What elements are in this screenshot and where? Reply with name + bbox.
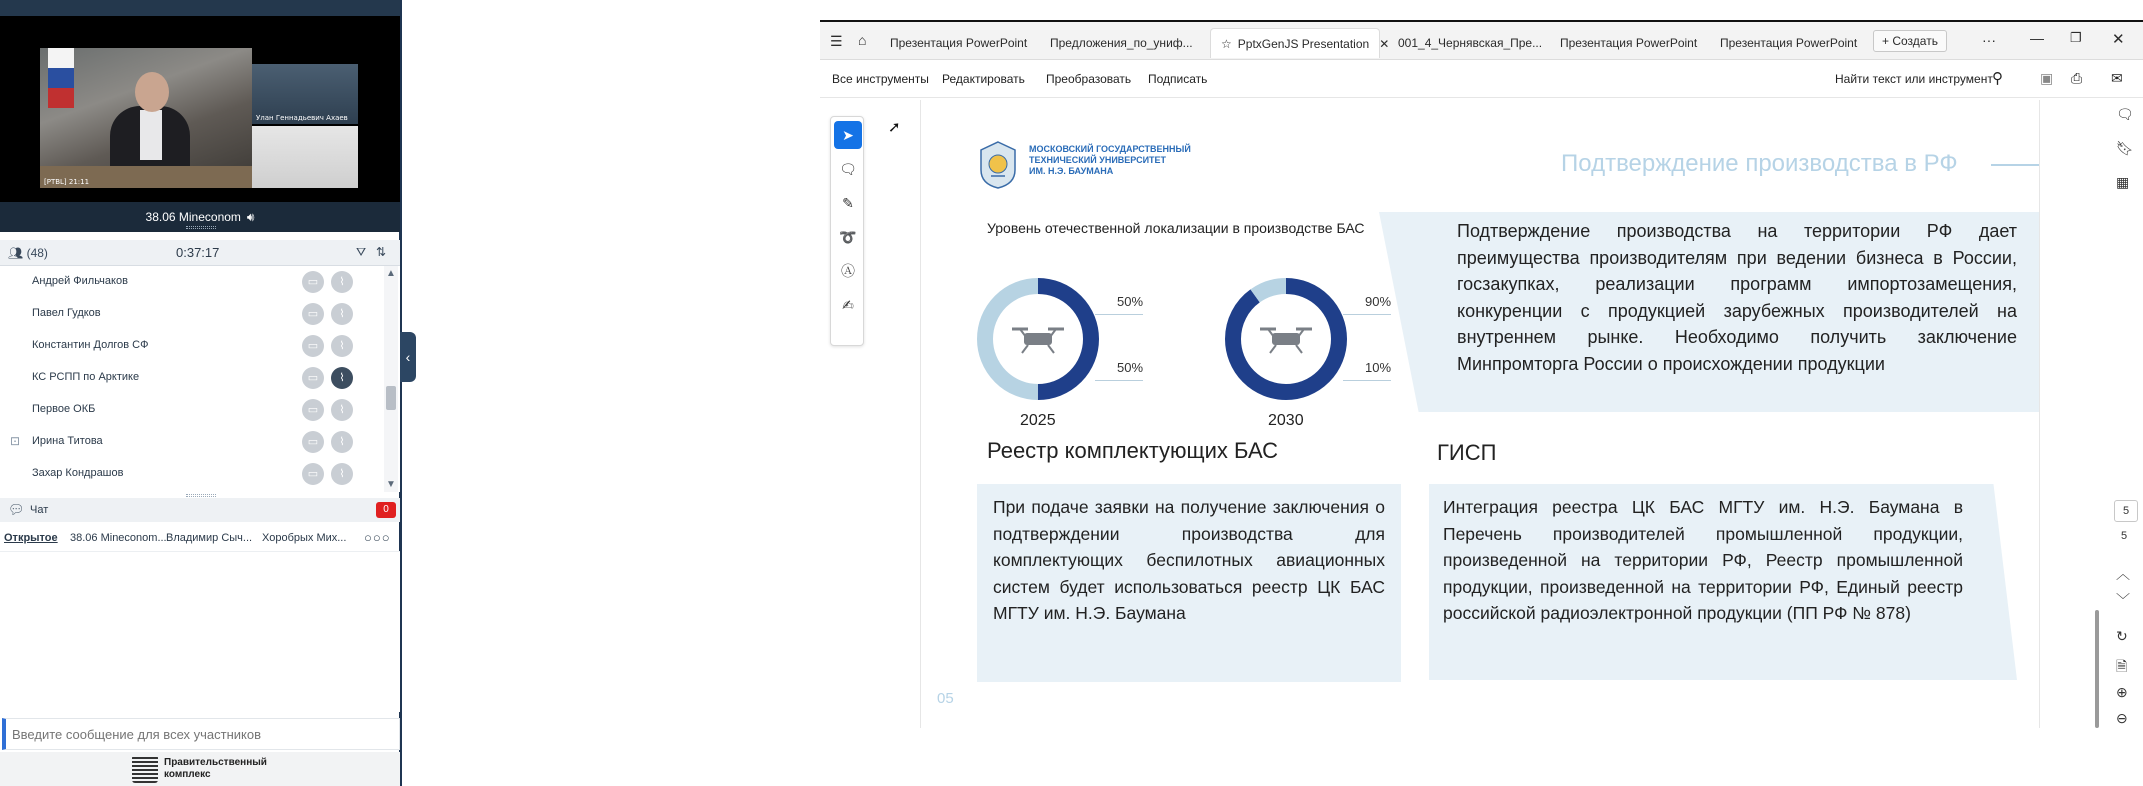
star-icon[interactable]: ☆ xyxy=(1221,37,1232,51)
more-icon[interactable]: ··· xyxy=(1982,32,1996,48)
page-total: 5 xyxy=(2121,530,2128,542)
chat-tab-vladimir[interactable]: Владимир Сыч... xyxy=(166,532,253,544)
participant-name: Константин Долгов СФ xyxy=(32,339,149,351)
document-scrollbar[interactable] xyxy=(2094,100,2102,728)
microphone-muted-icon[interactable]: ⌇ xyxy=(331,431,353,453)
participants-header xyxy=(0,240,400,266)
tab-label: Презентация PowerPoint xyxy=(890,36,1028,50)
university-name-line-2: ТЕХНИЧЕСКИЙ УНИВЕРСИТЕТ xyxy=(1029,155,1167,165)
chat-tab-khorobrykh[interactable]: Хоробрых Мих... xyxy=(262,532,347,544)
donut-chart-2025 xyxy=(977,278,1147,438)
footer-line-1: Правительственный xyxy=(164,757,267,768)
tab-bar xyxy=(820,22,2143,60)
scroll-up-icon[interactable]: ▲ xyxy=(386,268,396,279)
gisp-text: Интеграция реестра ЦК БАС МГТУ им. Н.Э. Баумана в Перечень производителей промышленной продукции, произведенной на территории РФ, Реестр промышленной продукции, произведенной на территории РФ, Единый реестр российской радиоэлектронной продукции (ПП РФ № 878) xyxy=(1443,497,1963,623)
refresh-icon[interactable]: ↻ xyxy=(2116,628,2128,644)
video-area xyxy=(0,0,400,232)
camera-off-icon[interactable]: ▭ xyxy=(302,367,324,389)
close-tab-icon[interactable]: ✕ xyxy=(1379,37,1390,51)
camera-off-icon[interactable]: ▭ xyxy=(302,303,324,325)
reestr-title: Реестр комплектующих БАС xyxy=(987,438,1279,463)
flag-white-stripe xyxy=(48,48,74,68)
sign-menu[interactable]: Подписать xyxy=(1148,72,1208,86)
zoom-in-icon[interactable]: ⊕ xyxy=(2116,684,2128,700)
chart-year-label: 2025 xyxy=(1020,412,1056,429)
participant-count[interactable] xyxy=(8,246,48,260)
participant-row[interactable] xyxy=(0,426,384,458)
camera-off-icon[interactable]: ▭ xyxy=(302,463,324,485)
chevron-down-icon[interactable]: ﹀ xyxy=(2116,592,2130,608)
tab-label: PptxGenJS Presentation xyxy=(1237,37,1370,51)
acrobat-window xyxy=(820,20,2143,726)
university-name xyxy=(1029,144,1191,177)
video-thumbnail-2[interactable] xyxy=(252,126,358,188)
scroll-down-icon[interactable]: ▼ xyxy=(386,479,396,490)
add-comment-icon[interactable]: 🗨︎ xyxy=(839,161,857,177)
resize-grip[interactable] xyxy=(186,226,216,229)
video-thumbnail-1[interactable] xyxy=(252,64,358,124)
microphone-muted-icon[interactable]: ⌇ xyxy=(331,335,353,357)
chat-tab-mineconom[interactable]: 38.06 Mineconom... xyxy=(70,532,167,544)
people-icon: 👥︎ xyxy=(8,246,27,260)
title-underline xyxy=(1991,164,2039,166)
tab-chernyavskaya[interactable] xyxy=(1388,28,1550,58)
sound-icon[interactable]: 🔊︎ xyxy=(246,210,255,224)
donut-chart-2030 xyxy=(1225,278,1395,438)
comments-icon[interactable]: 🗨︎ xyxy=(2116,106,2134,122)
resize-grip[interactable] xyxy=(186,494,216,497)
university-emblem-icon xyxy=(977,140,1019,190)
sort-icon[interactable]: ⇅ xyxy=(376,245,387,259)
participant-count-value: (48) xyxy=(26,246,48,260)
find-tool[interactable]: Найти текст или инструмент xyxy=(1835,72,1993,86)
university-name-line-1: МОСКОВСКИЙ ГОСУДАРСТВЕННЫЙ xyxy=(1029,144,1191,154)
participant-name: Захар Кондрашов xyxy=(32,467,124,479)
collapse-panel-button[interactable] xyxy=(400,332,416,382)
gisp-title: ГИСП xyxy=(1437,440,1497,465)
speaker-shirt xyxy=(140,110,162,160)
main-video-feed xyxy=(40,48,252,188)
add-text-icon[interactable]: Ⓐ xyxy=(841,263,855,279)
stream-title: 38.06 Mineconom xyxy=(145,210,241,224)
mouse-cursor-icon: ➚ xyxy=(888,119,901,136)
drone-icon xyxy=(1012,329,1064,353)
search-icon[interactable]: ⚲ xyxy=(1992,70,2003,87)
participant-name: КС РСПП по Арктике xyxy=(32,371,140,383)
page-number-input[interactable]: 5 xyxy=(2114,500,2138,522)
tab-label: Презентация PowerPoint xyxy=(1720,36,1858,50)
create-button[interactable] xyxy=(1873,30,1947,52)
participant-row[interactable] xyxy=(0,266,384,298)
more-icon[interactable]: ○○○ xyxy=(364,530,391,545)
mail-icon[interactable]: ✉ xyxy=(2111,70,2123,86)
scroll-thumb[interactable] xyxy=(386,386,396,410)
convert-menu[interactable]: Преобразовать xyxy=(1046,72,1132,86)
percentage-label: 10% xyxy=(1365,360,1392,375)
save-icon[interactable]: ▣ xyxy=(2040,70,2054,86)
participant-row[interactable] xyxy=(0,330,384,362)
slide-number: 05 xyxy=(937,690,954,707)
draw-freehand-icon[interactable]: ➰ xyxy=(839,229,857,245)
print-icon[interactable]: ⎙ xyxy=(2071,70,2083,86)
home-icon[interactable]: ⌂ xyxy=(858,32,867,48)
participant-card-icon: ⊡ xyxy=(10,434,21,448)
chevron-up-icon[interactable]: ︿ xyxy=(2116,566,2130,582)
percentage-label: 50% xyxy=(1117,360,1144,375)
chat-header[interactable] xyxy=(0,498,400,522)
participant-row[interactable] xyxy=(0,362,384,394)
highlight-pen-icon[interactable]: ✎ xyxy=(842,195,854,211)
tab-presentation-1[interactable] xyxy=(880,28,1040,58)
right-rail xyxy=(2108,100,2143,728)
chat-tab-open[interactable]: Открытое xyxy=(4,532,58,544)
edit-menu[interactable]: Редактировать xyxy=(942,72,1025,86)
right-info-text: Подтверждение производства на территории РФ дает преимущества производителям при ведении бизнеса в России, госзакупках, реализации программ импортозамещения, конкуренции с продукцией зарубежных производителей на внутреннем рынке. Необходимо получить заключение Минпромторга России о происхождении продукции xyxy=(1457,221,2017,374)
government-emblem-icon xyxy=(132,755,158,783)
call-timer: 0:37:17 xyxy=(176,245,220,260)
filter-icon[interactable]: ⛛ xyxy=(356,245,367,259)
camera-off-icon[interactable]: ▭ xyxy=(302,271,324,293)
camera-off-icon[interactable]: ▭ xyxy=(302,399,324,421)
camera-off-icon[interactable]: ▭ xyxy=(302,431,324,453)
slide-title: Подтверждение производства в РФ xyxy=(1561,150,1958,177)
quick-tools-palette xyxy=(830,116,864,346)
select-cursor-icon[interactable]: ➤ xyxy=(834,121,862,149)
menu-icon[interactable]: ☰ xyxy=(830,33,843,49)
microphone-muted-icon[interactable]: ⌇ xyxy=(331,367,353,389)
tab-label: Предложения_по_униф... xyxy=(1050,36,1193,50)
speaker-head xyxy=(135,72,169,112)
tab-proposals[interactable] xyxy=(1040,28,1202,58)
percentage-underline xyxy=(1343,314,1391,315)
zoom-out-icon[interactable]: ⊖ xyxy=(2116,710,2128,726)
microphone-muted-icon[interactable]: ⌇ xyxy=(331,303,353,325)
chat-tabs xyxy=(0,526,400,552)
page-info-icon[interactable]: 🗎︎ xyxy=(2116,658,2128,674)
localization-title: Уровень отечественной локализации в производстве БАС xyxy=(987,220,1365,236)
bookmark-icon[interactable]: 🔖︎ xyxy=(2116,140,2134,156)
footer-logo-text xyxy=(164,757,267,781)
acrobat-toolbar xyxy=(820,60,2143,98)
reestr-text: При подаче заявки на получение заключения о подтверждении производства для комплектующих беспилотных авиационных систем будет использоваться реестр ЦК БАС МГТУ им. Н.Э. Баумана xyxy=(993,497,1385,623)
thumbnail-caption: Улан Геннадьевич Ахаев xyxy=(256,114,348,122)
chat-messages xyxy=(0,552,400,712)
scroll-thumb[interactable] xyxy=(2095,610,2099,728)
conference-panel xyxy=(0,0,402,786)
percentage-label: 90% xyxy=(1365,294,1392,309)
chevron-left-icon: ‹ xyxy=(405,349,411,365)
main-video-caption: [PTBL] 21:11 xyxy=(44,178,90,186)
participant-name: Андрей Фильчаков xyxy=(32,275,128,287)
pdf-page xyxy=(920,100,2040,728)
restore-icon[interactable]: ❐ xyxy=(2070,30,2082,45)
participant-name: Первое ОКБ xyxy=(32,403,96,415)
flag-blue-stripe xyxy=(48,68,74,88)
plus-icon: + xyxy=(1882,34,1893,48)
thumbnails-icon[interactable]: ▦ xyxy=(2116,174,2130,190)
footer-logo xyxy=(0,752,400,786)
percentage-underline xyxy=(1343,380,1391,381)
all-tools-menu[interactable]: Все инструменты xyxy=(832,72,929,86)
video-frame[interactable] xyxy=(0,16,400,202)
participant-row[interactable] xyxy=(0,394,384,426)
microphone-muted-icon[interactable]: ⌇ xyxy=(331,463,353,485)
microphone-muted-icon[interactable]: ⌇ xyxy=(331,271,353,293)
footer-line-2: комплекс xyxy=(164,769,211,780)
tab-label: Презентация PowerPoint xyxy=(1560,36,1698,50)
percentage-label: 50% xyxy=(1117,294,1144,309)
participants-list xyxy=(0,266,400,492)
participants-scrollbar[interactable] xyxy=(384,266,398,492)
university-name-line-3: ИМ. Н.Э. БАУМАНА xyxy=(1029,166,1114,176)
sign-pen-icon[interactable]: ✍︎ xyxy=(842,297,854,313)
chat-unread-badge: 0 xyxy=(376,502,396,518)
tab-label: 001_4_Чернявская_Пре... xyxy=(1398,36,1543,50)
participant-row[interactable] xyxy=(0,458,384,490)
create-label: Создать xyxy=(1892,34,1938,48)
minimize-icon[interactable]: — xyxy=(2030,30,2044,46)
video-top-strip xyxy=(0,0,400,16)
tab-presentation-3[interactable] xyxy=(1710,28,1870,58)
participant-name: Ирина Титова xyxy=(32,435,103,447)
participant-name: Павел Гудков xyxy=(32,307,101,319)
chat-label: Чат xyxy=(30,504,49,516)
percentage-underline xyxy=(1095,314,1143,315)
chat-bubble-icon: 💬︎ xyxy=(8,502,25,517)
tab-pptxgenjs[interactable] xyxy=(1210,28,1390,58)
close-window-icon[interactable]: ✕ xyxy=(2112,31,2125,48)
chart-year-label: 2030 xyxy=(1268,412,1304,429)
tab-presentation-2[interactable] xyxy=(1550,28,1710,58)
percentage-underline xyxy=(1095,380,1143,381)
chat-message-input[interactable] xyxy=(2,718,400,750)
camera-off-icon[interactable]: ▭ xyxy=(302,335,324,357)
drone-icon xyxy=(1260,329,1312,353)
participant-row[interactable] xyxy=(0,298,384,330)
microphone-muted-icon[interactable]: ⌇ xyxy=(331,399,353,421)
flag-red-stripe xyxy=(48,88,74,108)
